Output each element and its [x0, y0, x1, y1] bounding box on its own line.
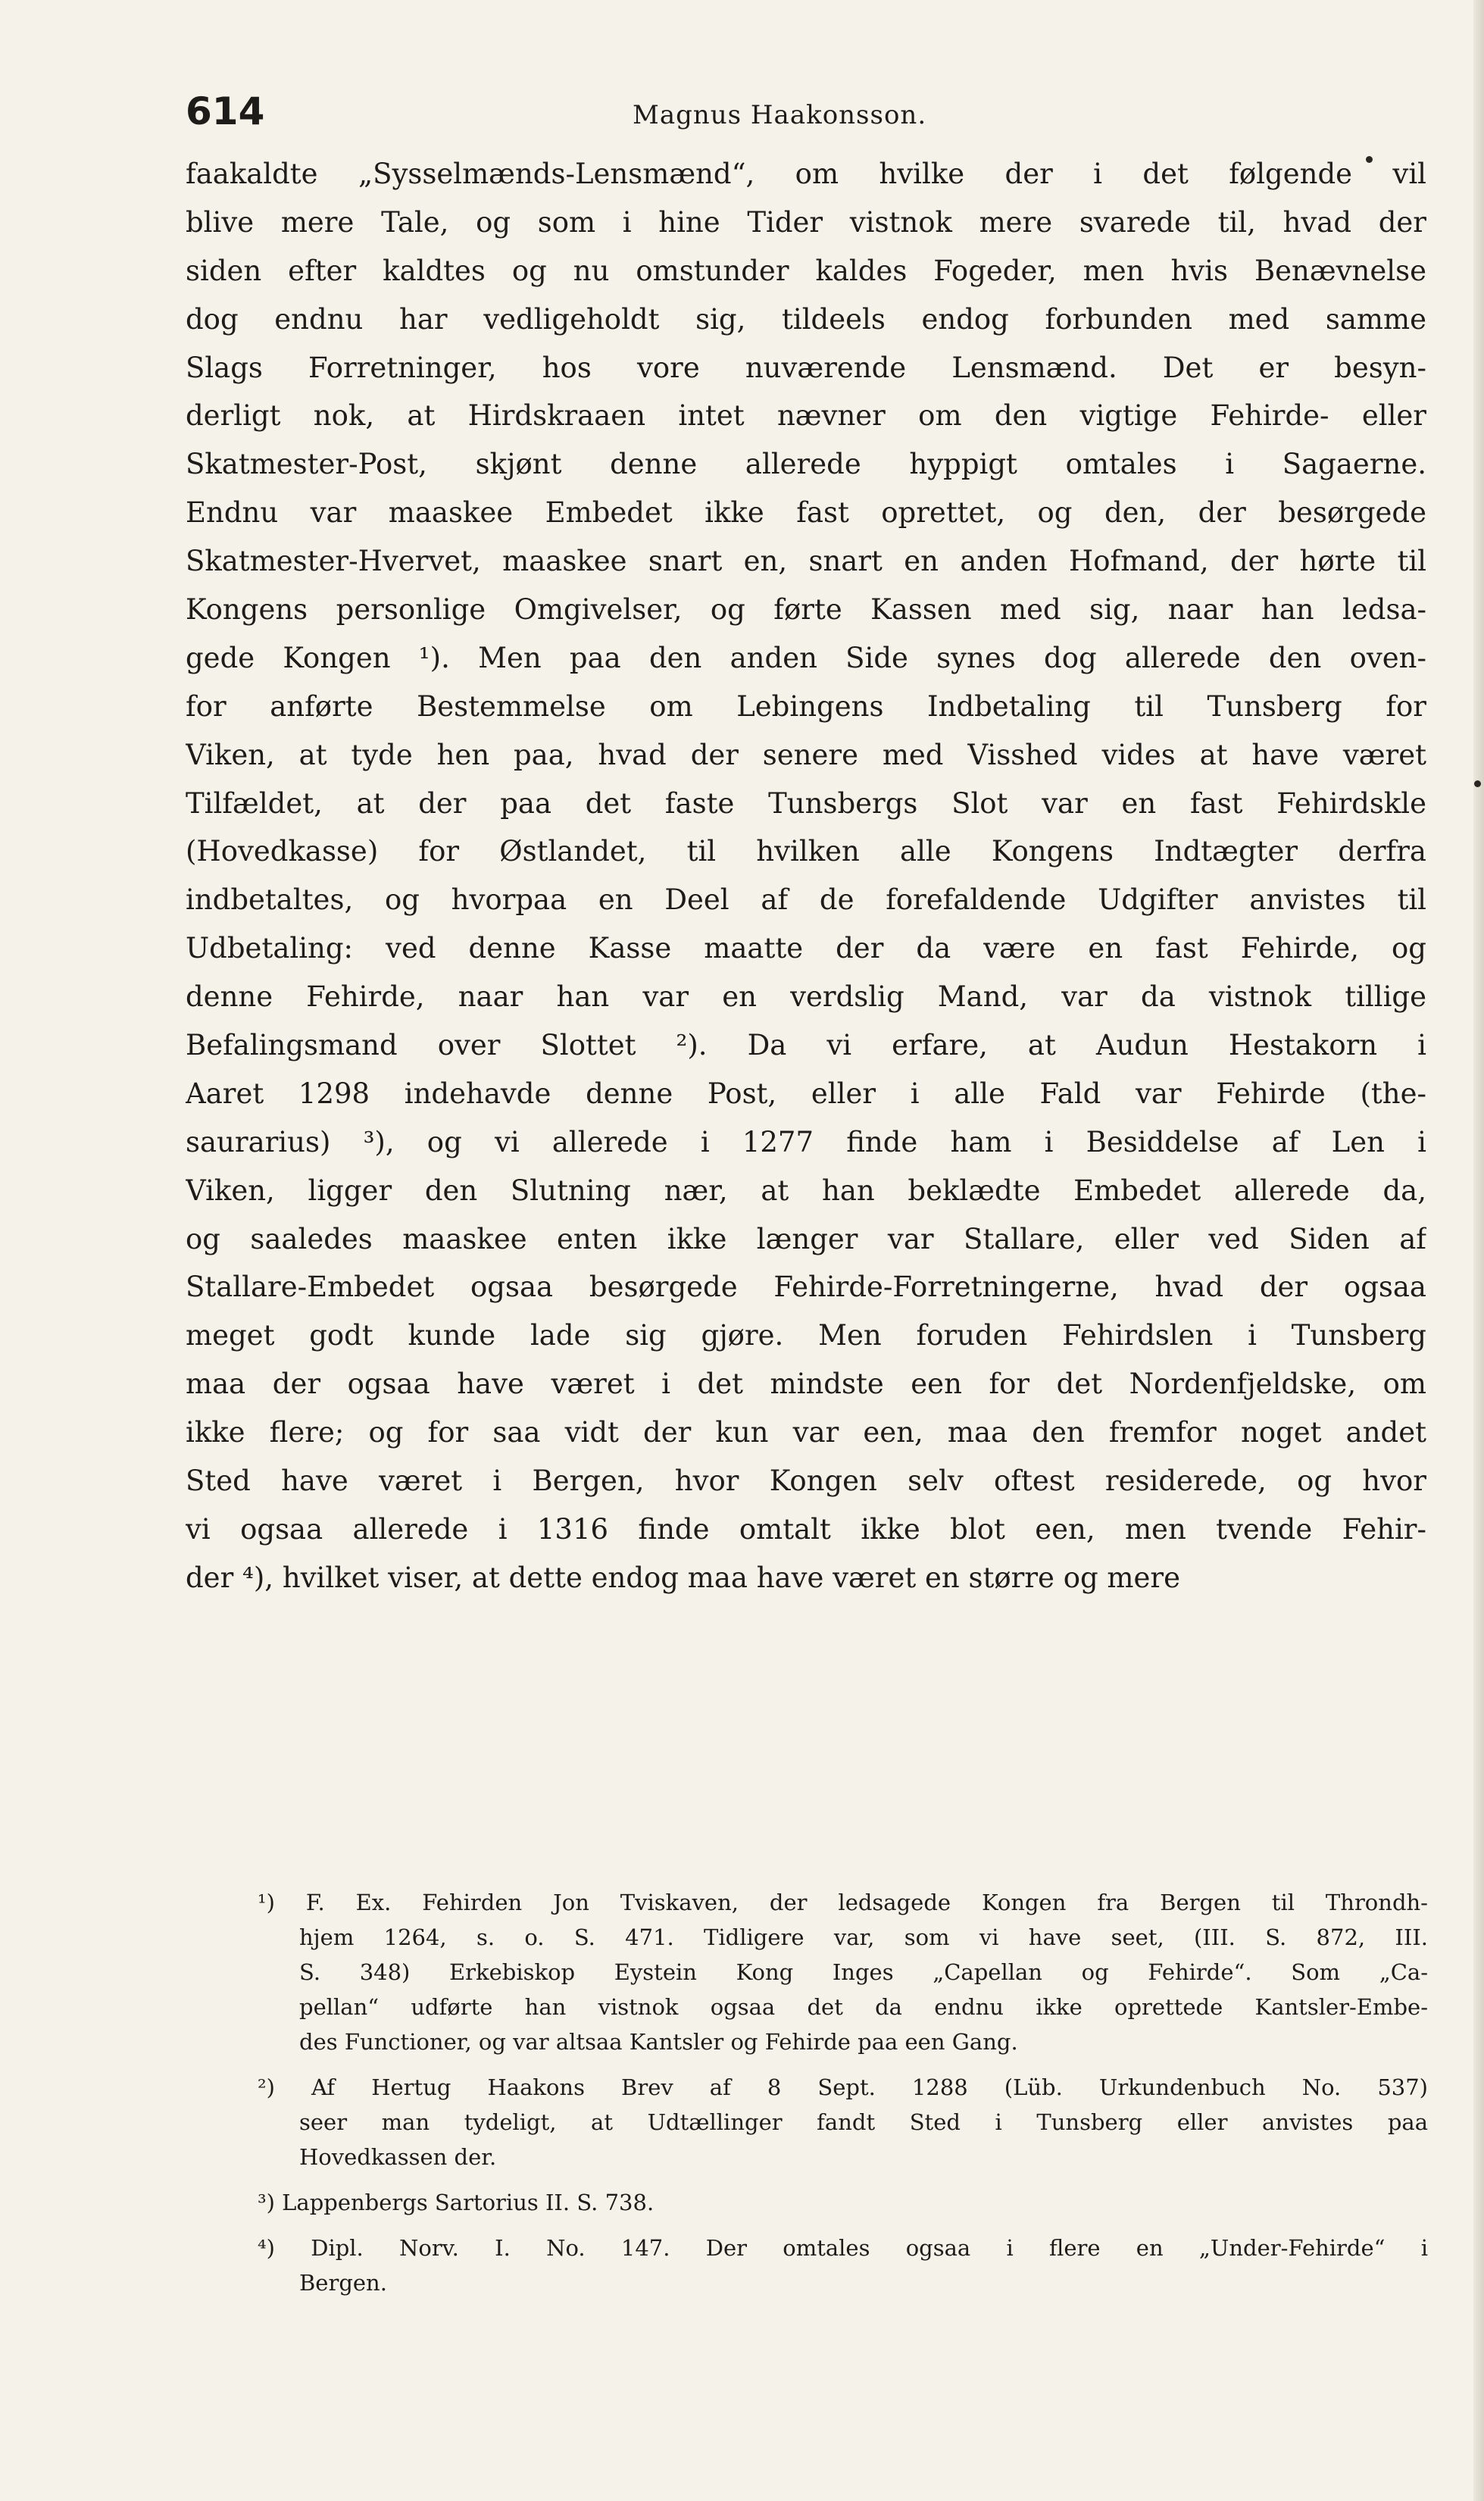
text-line: Viken, at tyde hen paa, hvad der senere med Visshed vides at have været — [186, 738, 1426, 771]
text-line: Sted have været i Bergen, hvor Kongen selv oftest residerede, og hvor — [186, 1465, 1426, 1498]
body-text — [186, 150, 1426, 1602]
text-line: derligt nok, at Hirdskraaen intet nævner om den vigtige Fehirde- eller — [186, 399, 1426, 433]
footnote-line: ⁴) Dipl. Norv. I. No. 147. Der omtales ogsaa i flere en „Under-Fehirde“ i — [258, 2235, 1428, 2261]
footnote-4 — [258, 2231, 1428, 2300]
footnote-line: ³) Lappenbergs Sartorius II. S. 738. — [258, 2190, 655, 2215]
text-line: vi ogsaa allerede i 1316 finde omtalt ikke blot een, men tvende Fehir- — [186, 1512, 1426, 1546]
footnote-line: S. 348) Erkebiskop Eystein Kong Inges „Capellan og Fehirde“. Som „Ca- — [299, 1959, 1428, 1985]
text-line: faakaldte „Sysselmænds-Lensmænd“, om hvilke der i det følgende vil — [186, 158, 1426, 190]
text-line: indbetaltes, og hvorpaa en Deel af de forefaldende Udgifter anvistes til — [186, 883, 1426, 917]
running-title: Magnus Haakonsson. — [633, 100, 927, 130]
text-line: Udbetaling: ved denne Kasse maatte der da være en fast Fehirde, og — [186, 932, 1426, 965]
page-edge — [1473, 0, 1484, 2501]
footnote-line: seer man tydeligt, at Udtællinger fandt Sted i Tunsberg eller anvistes paa — [299, 2109, 1428, 2135]
footnotes — [258, 1885, 1428, 2311]
footnote-line: pellan“ udførte han vistnok ogsaa det da endnu ikke oprettede Kantsler-Embe- — [299, 1994, 1428, 2020]
text-line: og saaledes maaskee enten ikke længer var Stallare, eller ved Siden af — [186, 1222, 1426, 1255]
text-line: siden efter kaldtes og nu omstunder kaldes Fogeder, men hvis Benævnelse — [186, 254, 1426, 287]
text-line: (Hovedkasse) for Østlandet, til hvilken alle Kongens Indtægter derfra — [186, 835, 1426, 868]
footnote-line: ²) Af Hertug Haakons Brev af 8 Sept. 1288 (Lüb. Urkundenbuch No. 537) — [258, 2074, 1428, 2100]
text-line: Aaret 1298 indehavde denne Post, eller i alle Fald var Fehirde (the- — [186, 1077, 1426, 1110]
text-line: Endnu var maaskee Embedet ikke fast oprettet, og den, der besørgede — [186, 496, 1426, 530]
footnote-1 — [258, 1885, 1428, 2059]
text-line: dog endnu har vedligeholdt sig, tildeels endog forbunden med samme — [186, 302, 1426, 336]
text-line: ikke flere; og for saa vidt der kun var een, maa den fremfor noget andet — [186, 1416, 1426, 1449]
footnote-line: Hovedkassen der. — [299, 2144, 497, 2170]
text-line: Befalingsmand over Slottet ²). Da vi erfare, at Audun Hestakorn i — [186, 1029, 1426, 1062]
text-line: maa der ogsaa have været i det mindste een for det Nordenfjeldske, om — [186, 1368, 1426, 1401]
text-line: Slags Forretninger, hos vore nuværende Lensmænd. Det er besyn- — [186, 351, 1426, 384]
text-line: Skatmester-Hvervet, maaskee snart en, snart en anden Hofmand, der hørte til — [186, 545, 1426, 578]
text-line: saurarius) ³), og vi allerede i 1277 finde ham i Besiddelse af Len i — [186, 1125, 1426, 1158]
text-line: Skatmester-Post, skjønt denne allerede hyppigt omtales i Sagaerne. — [186, 448, 1426, 481]
text-line: der ⁴), hvilket viser, at dette endog maa have været en større og mere — [186, 1561, 1180, 1594]
footnote-line: hjem 1264, s. o. S. 471. Tidligere var, som vi have seet, (III. S. 872, III. — [299, 1924, 1428, 1950]
footnote-line: Bergen. — [299, 2270, 387, 2296]
footnote-2 — [258, 2070, 1428, 2174]
text-line: blive mere Tale, og som i hine Tider vistnok mere svarede til, hvad der — [186, 205, 1426, 239]
footnote-line: des Functioner, og var altsaa Kantsler og Fehirde paa een Gang. — [299, 2029, 1018, 2055]
text-line: gede Kongen ¹). Men paa den anden Side synes dog allerede den oven- — [186, 641, 1426, 674]
text-line: for anførte Bestemmelse om Lebingens Indbetaling til Tunsberg for — [186, 689, 1426, 723]
text-line: meget godt kunde lade sig gjøre. Men foruden Fehirdslen i Tunsberg — [186, 1319, 1426, 1352]
text-line: Tilfældet, at der paa det faste Tunsbergs Slot var en fast Fehirdskle — [186, 786, 1426, 820]
footnote-line: ¹) F. Ex. Fehirden Jon Tviskaven, der ledsagede Kongen fra Bergen til Throndh- — [258, 1890, 1428, 1915]
text-line: Viken, ligger den Slutning nær, at han beklædte Embedet allerede da, — [186, 1174, 1426, 1207]
page-number: 614 — [186, 89, 265, 133]
margin-dot — [1474, 780, 1481, 787]
text-line: Kongens personlige Omgivelser, og førte Kassen med sig, naar han ledsa- — [186, 593, 1426, 627]
text-line: denne Fehirde, naar han var en verdslig Mand, var da vistnok tillige — [186, 980, 1426, 1014]
footnote-3 — [258, 2185, 1428, 2220]
text-line: Stallare-Embedet ogsaa besørgede Fehirde-Forretningerne, hvad der ogsaa — [186, 1271, 1426, 1304]
page-header — [186, 89, 1451, 142]
